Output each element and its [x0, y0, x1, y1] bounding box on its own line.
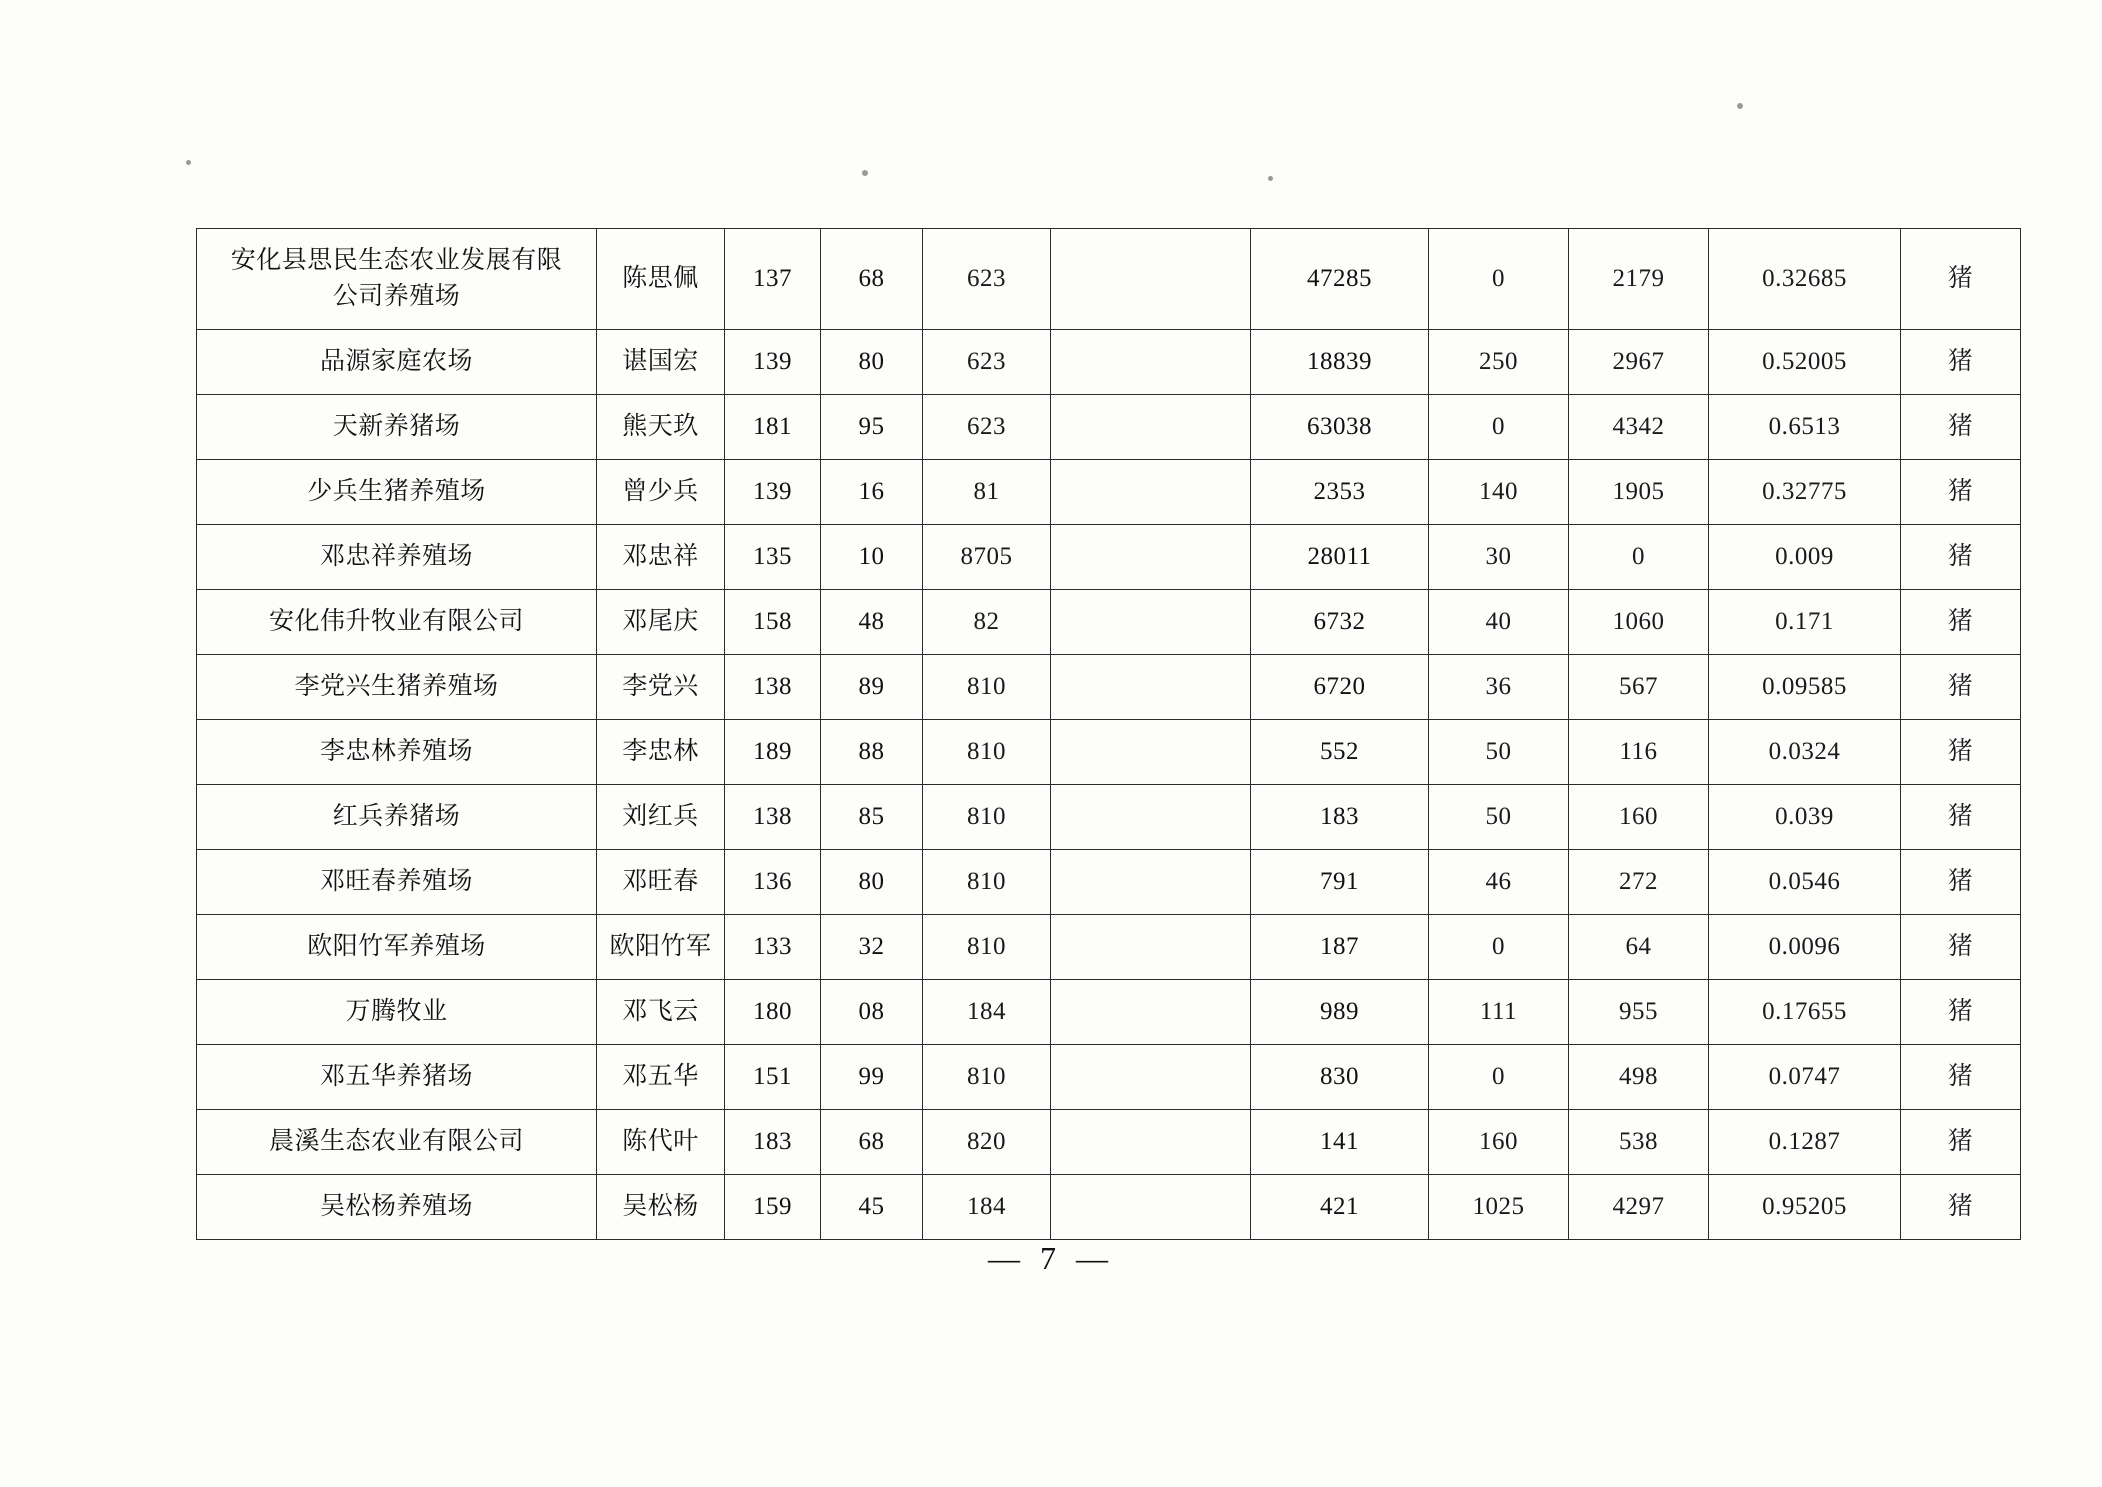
farm-name-line: 邓旺春养殖场: [319, 867, 473, 895]
cell-owner-name: 熊天玖: [597, 395, 725, 460]
scan-speck-icon: [1268, 176, 1273, 181]
cell-farm-name: [197, 395, 597, 460]
scan-speck-icon: [1737, 103, 1743, 109]
cell-amount: 830: [1251, 1045, 1429, 1110]
cell-id-partial: 189: [725, 720, 821, 785]
cell-ratio: 0.039: [1709, 785, 1901, 850]
cell-ratio: 0.1287: [1709, 1110, 1901, 1175]
cell-owner-name: 邓忠祥: [597, 525, 725, 590]
cell-count-a: 50: [1429, 785, 1569, 850]
cell-count-a: 30: [1429, 525, 1569, 590]
table-row: [197, 330, 2021, 395]
cell-farm-name: [197, 915, 597, 980]
cell-amount: 63038: [1251, 395, 1429, 460]
cell-id-partial: 180: [725, 980, 821, 1045]
cell-id-fragment: 80: [821, 330, 923, 395]
cell-amount: 141: [1251, 1110, 1429, 1175]
cell-farm-name: [197, 525, 597, 590]
cell-code: 623: [923, 330, 1051, 395]
table-row: [197, 229, 2021, 330]
cell-ratio: 0.0546: [1709, 850, 1901, 915]
cell-id-partial: 138: [725, 655, 821, 720]
cell-ratio: 0.0747: [1709, 1045, 1901, 1110]
cell-ratio: 0.009: [1709, 525, 1901, 590]
cell-ratio: 0.0324: [1709, 720, 1901, 785]
cell-id-fragment: 68: [821, 229, 923, 330]
cell-count-a: 36: [1429, 655, 1569, 720]
cell-count-b: 2967: [1569, 330, 1709, 395]
cell-id-partial: 183: [725, 1110, 821, 1175]
cell-count-b: 0: [1569, 525, 1709, 590]
cell-animal-type: 猪: [1901, 915, 2021, 980]
cell-farm-name: [197, 229, 597, 330]
farm-name-line: 吴松杨养殖场: [319, 1192, 473, 1220]
cell-animal-type: 猪: [1901, 980, 2021, 1045]
cell-amount: 421: [1251, 1175, 1429, 1240]
cell-farm-name: [197, 720, 597, 785]
cell-obscured: [1051, 229, 1251, 330]
cell-animal-type: 猪: [1901, 395, 2021, 460]
farm-name-line: 公司养殖场: [332, 283, 461, 310]
cell-id-partial: 181: [725, 395, 821, 460]
cell-count-b: 498: [1569, 1045, 1709, 1110]
cell-owner-name: 陈代叶: [597, 1110, 725, 1175]
cell-animal-type: 猪: [1901, 330, 2021, 395]
cell-obscured: [1051, 720, 1251, 785]
cell-code: 810: [923, 850, 1051, 915]
cell-count-b: 2179: [1569, 229, 1709, 330]
cell-code: 184: [923, 1175, 1051, 1240]
cell-animal-type: 猪: [1901, 1110, 2021, 1175]
cell-animal-type: 猪: [1901, 460, 2021, 525]
cell-count-a: 1025: [1429, 1175, 1569, 1240]
cell-id-partial: 139: [725, 330, 821, 395]
farm-name-line: 邓忠祥养殖场: [319, 542, 473, 570]
cell-farm-name: [197, 655, 597, 720]
table-row: [197, 850, 2021, 915]
cell-id-partial: 139: [725, 460, 821, 525]
cell-id-fragment: 16: [821, 460, 923, 525]
table-row: [197, 915, 2021, 980]
table-row: [197, 460, 2021, 525]
cell-count-a: 0: [1429, 229, 1569, 330]
cell-obscured: [1051, 1045, 1251, 1110]
farm-name-line: 晨溪生态农业有限公司: [268, 1127, 524, 1155]
cell-id-partial: 137: [725, 229, 821, 330]
table-row: [197, 525, 2021, 590]
scan-speck-icon: [862, 170, 868, 176]
cell-id-partial: 151: [725, 1045, 821, 1110]
cell-count-b: 567: [1569, 655, 1709, 720]
cell-id-fragment: 08: [821, 980, 923, 1045]
cell-obscured: [1051, 1175, 1251, 1240]
farm-name-line: 红兵养猪场: [332, 802, 461, 830]
cell-code: 82: [923, 590, 1051, 655]
cell-owner-name: 刘红兵: [597, 785, 725, 850]
farm-name-line: 少兵生猪养殖场: [307, 477, 486, 505]
cell-owner-name: 邓飞云: [597, 980, 725, 1045]
cell-id-fragment: 95: [821, 395, 923, 460]
cell-count-a: 0: [1429, 915, 1569, 980]
cell-farm-name: [197, 785, 597, 850]
cell-amount: 183: [1251, 785, 1429, 850]
table-row: [197, 1175, 2021, 1240]
livestock-subsidy-table: [196, 228, 1974, 1240]
cell-count-a: 160: [1429, 1110, 1569, 1175]
cell-ratio: 0.09585: [1709, 655, 1901, 720]
cell-code: 820: [923, 1110, 1051, 1175]
table-row: [197, 395, 2021, 460]
cell-count-a: 46: [1429, 850, 1569, 915]
cell-farm-name: [197, 1175, 597, 1240]
cell-amount: 552: [1251, 720, 1429, 785]
farm-name-line: 安化县思民生态农业发展有限: [230, 246, 563, 274]
cell-ratio: 0.17655: [1709, 980, 1901, 1045]
cell-animal-type: 猪: [1901, 229, 2021, 330]
cell-owner-name: 欧阳竹军: [597, 915, 725, 980]
cell-id-fragment: 68: [821, 1110, 923, 1175]
cell-id-partial: 135: [725, 525, 821, 590]
cell-id-partial: 159: [725, 1175, 821, 1240]
cell-obscured: [1051, 915, 1251, 980]
table-row: [197, 1045, 2021, 1110]
cell-id-fragment: 45: [821, 1175, 923, 1240]
farm-name-line: 安化伟升牧业有限公司: [268, 607, 524, 635]
cell-obscured: [1051, 460, 1251, 525]
cell-amount: 187: [1251, 915, 1429, 980]
cell-amount: 989: [1251, 980, 1429, 1045]
cell-count-a: 250: [1429, 330, 1569, 395]
cell-count-b: 4342: [1569, 395, 1709, 460]
cell-ratio: 0.32685: [1709, 229, 1901, 330]
cell-code: 810: [923, 655, 1051, 720]
cell-code: 623: [923, 229, 1051, 330]
cell-count-a: 50: [1429, 720, 1569, 785]
cell-obscured: [1051, 590, 1251, 655]
cell-animal-type: 猪: [1901, 1175, 2021, 1240]
cell-id-fragment: 88: [821, 720, 923, 785]
table-row: [197, 720, 2021, 785]
cell-ratio: 0.95205: [1709, 1175, 1901, 1240]
table-row: [197, 980, 2021, 1045]
cell-count-b: 1905: [1569, 460, 1709, 525]
cell-count-a: 140: [1429, 460, 1569, 525]
cell-count-b: 116: [1569, 720, 1709, 785]
cell-count-b: 160: [1569, 785, 1709, 850]
cell-animal-type: 猪: [1901, 720, 2021, 785]
table-row: [197, 655, 2021, 720]
cell-farm-name: [197, 330, 597, 395]
farm-name-line: 李忠林养殖场: [319, 737, 473, 765]
cell-ratio: 0.6513: [1709, 395, 1901, 460]
cell-animal-type: 猪: [1901, 590, 2021, 655]
cell-owner-name: 吴松杨: [597, 1175, 725, 1240]
cell-id-partial: 138: [725, 785, 821, 850]
table-row: [197, 590, 2021, 655]
cell-farm-name: [197, 1045, 597, 1110]
cell-count-b: 955: [1569, 980, 1709, 1045]
cell-obscured: [1051, 980, 1251, 1045]
table-row: [197, 1110, 2021, 1175]
cell-farm-name: [197, 980, 597, 1045]
cell-owner-name: 陈思佩: [597, 229, 725, 330]
farm-name-line: 李党兴生猪养殖场: [294, 672, 499, 700]
cell-animal-type: 猪: [1901, 525, 2021, 590]
farm-name-line: 万腾牧业: [345, 997, 448, 1025]
cell-owner-name: 邓旺春: [597, 850, 725, 915]
cell-amount: 791: [1251, 850, 1429, 915]
cell-ratio: 0.0096: [1709, 915, 1901, 980]
farm-name-line: 邓五华养猪场: [319, 1062, 473, 1090]
cell-owner-name: 李忠林: [597, 720, 725, 785]
cell-ratio: 0.32775: [1709, 460, 1901, 525]
cell-amount: 6732: [1251, 590, 1429, 655]
cell-id-partial: 133: [725, 915, 821, 980]
cell-animal-type: 猪: [1901, 850, 2021, 915]
cell-animal-type: 猪: [1901, 785, 2021, 850]
cell-obscured: [1051, 395, 1251, 460]
cell-count-a: 111: [1429, 980, 1569, 1045]
cell-id-partial: 158: [725, 590, 821, 655]
cell-obscured: [1051, 1110, 1251, 1175]
cell-id-partial: 136: [725, 850, 821, 915]
cell-animal-type: 猪: [1901, 1045, 2021, 1110]
cell-obscured: [1051, 655, 1251, 720]
cell-count-b: 64: [1569, 915, 1709, 980]
cell-obscured: [1051, 850, 1251, 915]
cell-id-fragment: 89: [821, 655, 923, 720]
cell-id-fragment: 99: [821, 1045, 923, 1110]
cell-code: 810: [923, 720, 1051, 785]
cell-code: 81: [923, 460, 1051, 525]
cell-ratio: 0.52005: [1709, 330, 1901, 395]
cell-owner-name: 曾少兵: [597, 460, 725, 525]
cell-amount: 18839: [1251, 330, 1429, 395]
cell-count-a: 0: [1429, 395, 1569, 460]
cell-owner-name: 邓尾庆: [597, 590, 725, 655]
cell-owner-name: 邓五华: [597, 1045, 725, 1110]
cell-code: 810: [923, 915, 1051, 980]
cell-count-b: 1060: [1569, 590, 1709, 655]
cell-obscured: [1051, 525, 1251, 590]
cell-amount: 28011: [1251, 525, 1429, 590]
farm-name-line: 品源家庭农场: [319, 347, 473, 375]
farm-name-line: 欧阳竹军养殖场: [307, 932, 486, 960]
cell-code: 8705: [923, 525, 1051, 590]
farm-name-line: 天新养猪场: [332, 412, 461, 440]
cell-count-a: 40: [1429, 590, 1569, 655]
cell-count-a: 0: [1429, 1045, 1569, 1110]
cell-id-fragment: 10: [821, 525, 923, 590]
cell-amount: 2353: [1251, 460, 1429, 525]
cell-id-fragment: 80: [821, 850, 923, 915]
cell-id-fragment: 32: [821, 915, 923, 980]
cell-amount: 47285: [1251, 229, 1429, 330]
cell-ratio: 0.171: [1709, 590, 1901, 655]
cell-animal-type: 猪: [1901, 655, 2021, 720]
cell-obscured: [1051, 330, 1251, 395]
cell-code: 623: [923, 395, 1051, 460]
cell-count-b: 4297: [1569, 1175, 1709, 1240]
cell-amount: 6720: [1251, 655, 1429, 720]
cell-code: 810: [923, 1045, 1051, 1110]
cell-count-b: 538: [1569, 1110, 1709, 1175]
data-table: [196, 228, 2021, 1240]
cell-obscured: [1051, 785, 1251, 850]
cell-farm-name: [197, 850, 597, 915]
page-number: — 7 —: [988, 1240, 1114, 1276]
cell-farm-name: [197, 590, 597, 655]
table-row: [197, 785, 2021, 850]
cell-count-b: 272: [1569, 850, 1709, 915]
cell-id-fragment: 48: [821, 590, 923, 655]
cell-farm-name: [197, 460, 597, 525]
cell-owner-name: 李党兴: [597, 655, 725, 720]
cell-owner-name: 谌国宏: [597, 330, 725, 395]
cell-farm-name: [197, 1110, 597, 1175]
cell-id-fragment: 85: [821, 785, 923, 850]
cell-code: 810: [923, 785, 1051, 850]
cell-code: 184: [923, 980, 1051, 1045]
scan-speck-icon: [186, 160, 191, 165]
